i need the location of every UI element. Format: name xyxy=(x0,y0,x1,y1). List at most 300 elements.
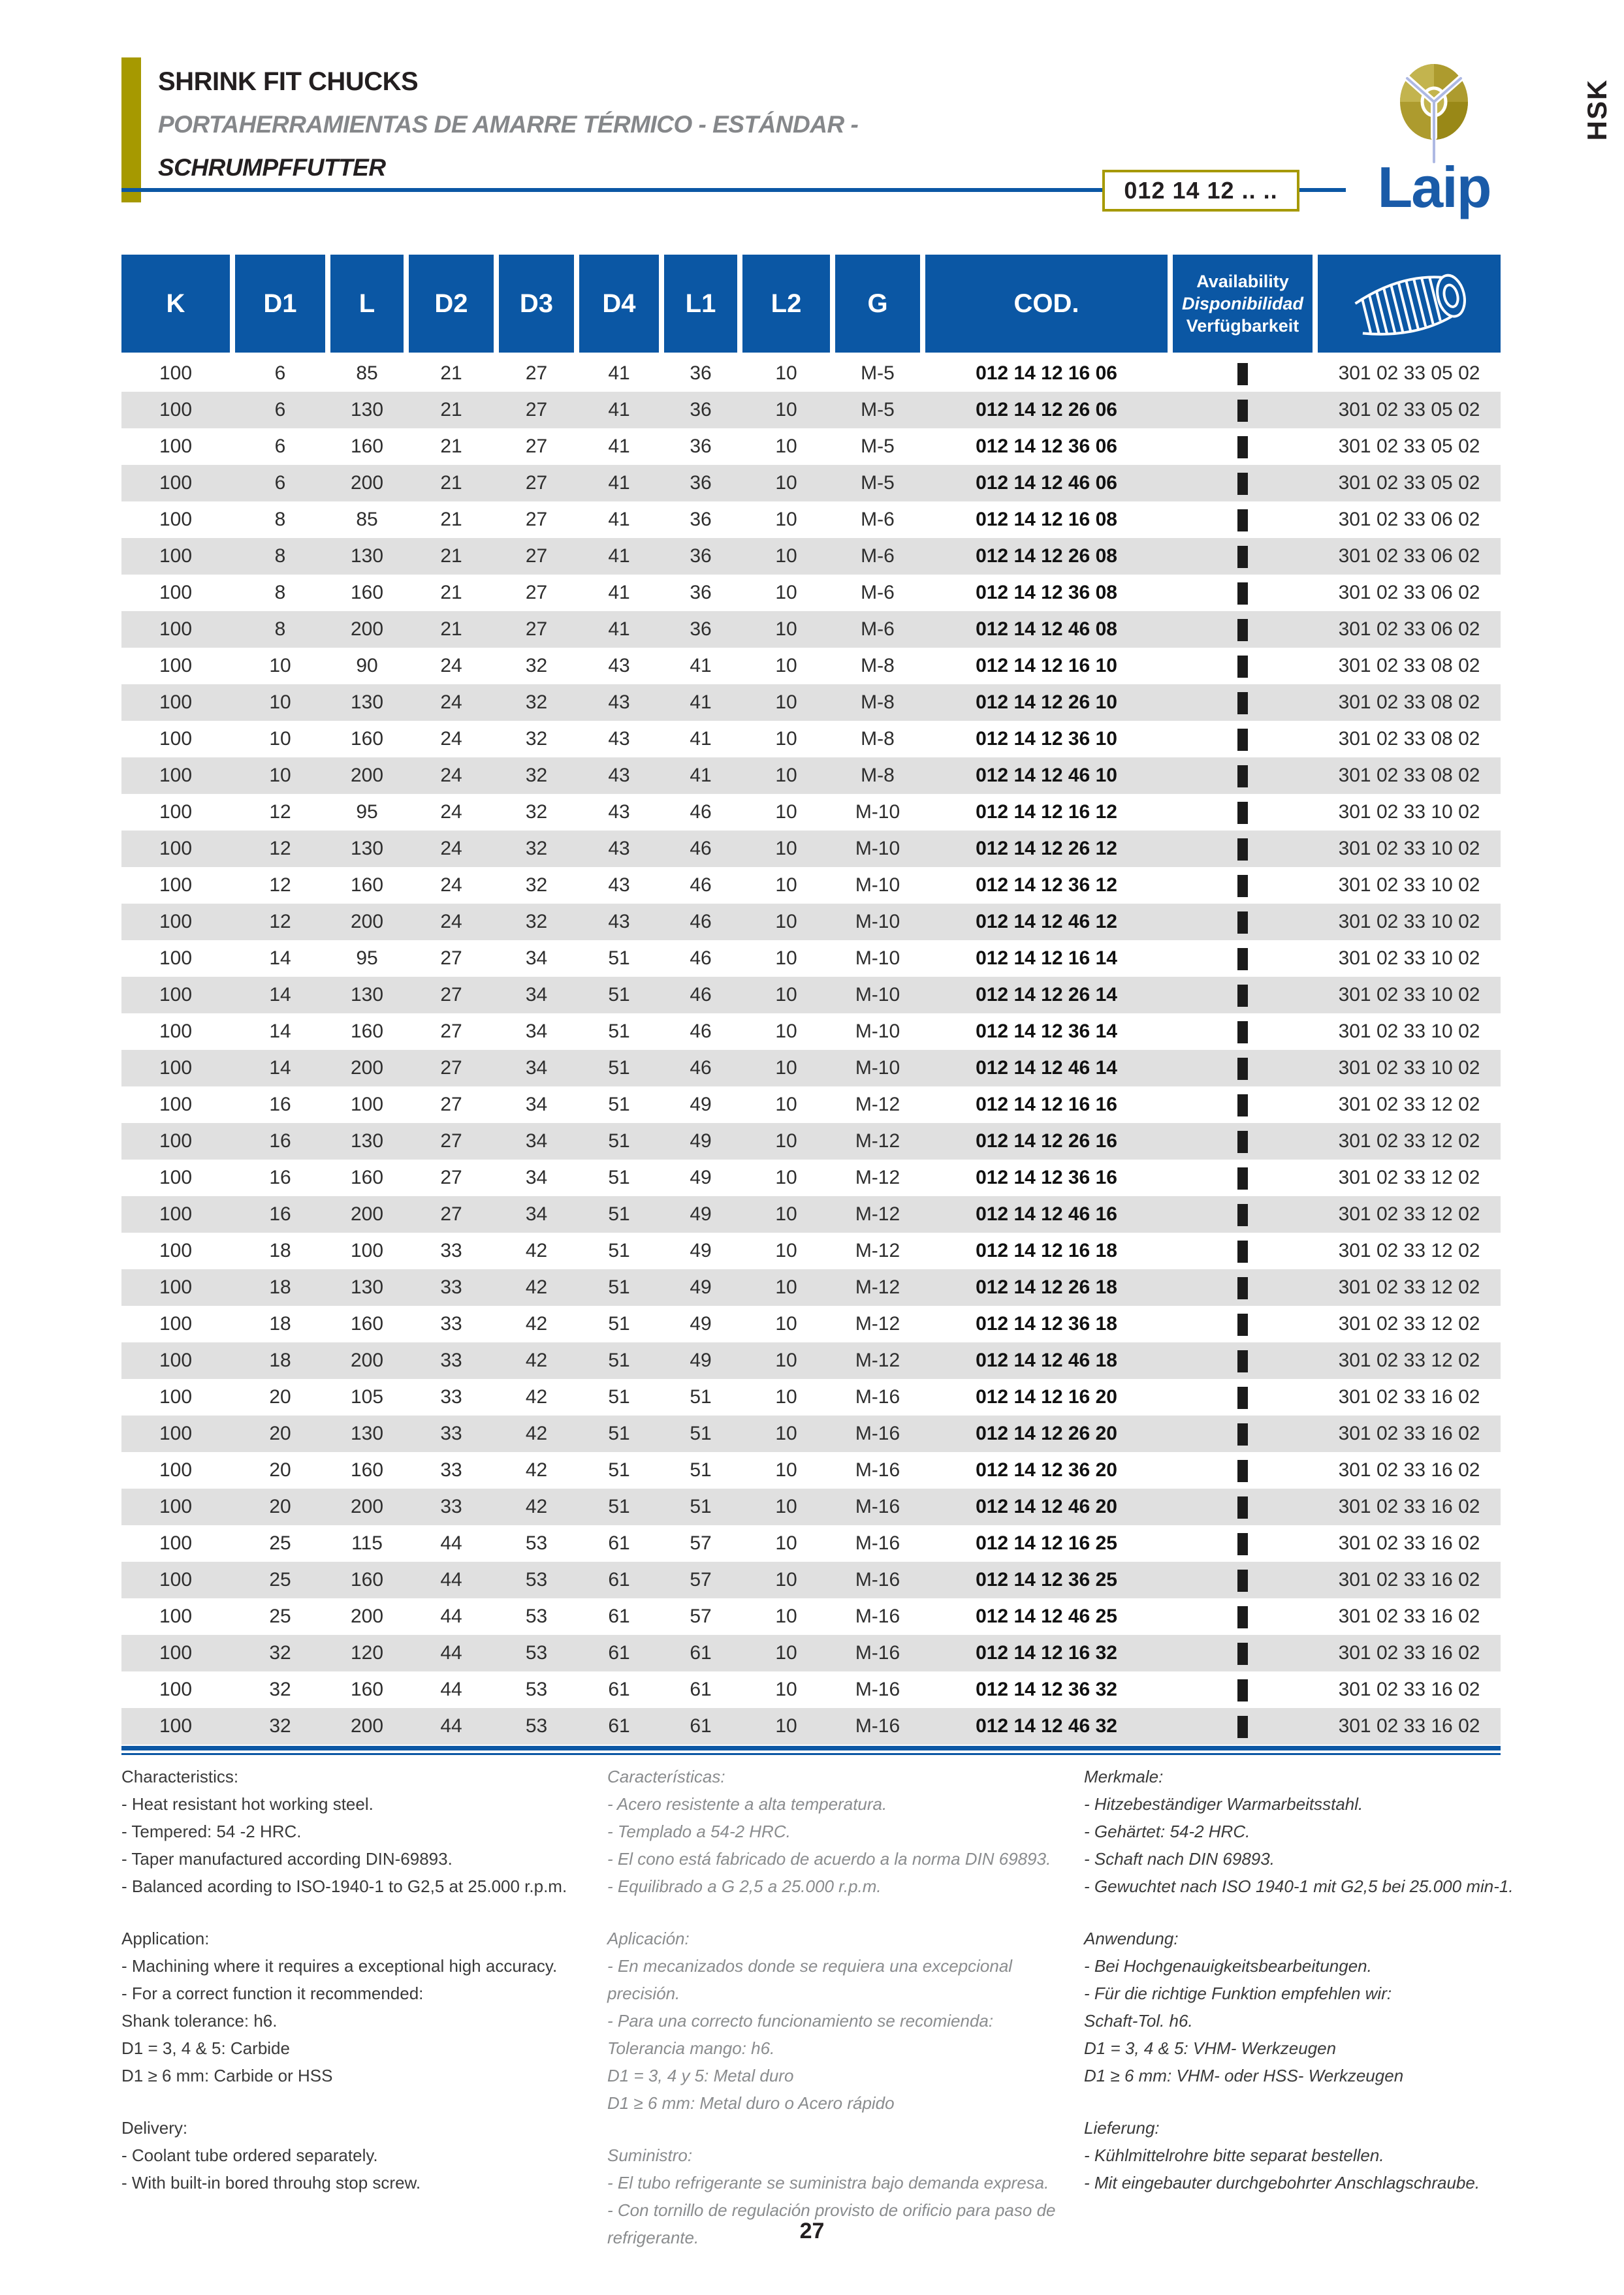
cell-k: 100 xyxy=(159,1276,193,1298)
notes-section-title: Características: xyxy=(607,1767,725,1786)
table-row xyxy=(121,1635,1501,1671)
cell-g: M-16 xyxy=(855,1569,900,1591)
table-row xyxy=(121,501,1501,538)
cell-d4: 41 xyxy=(608,399,630,420)
notes-section-title: Anwendung: xyxy=(1084,1929,1179,1948)
cell-l2: 10 xyxy=(775,947,797,969)
notes-line: - El cono está fabricado de acuerdo a la norma DIN 69893. xyxy=(607,1849,1051,1869)
notes-line: Schaft-Tol. h6. xyxy=(1084,2011,1193,2031)
cell-availability xyxy=(1173,1239,1313,1262)
cell-cod: 012 14 12 26 20 xyxy=(976,1423,1117,1444)
cell-cod: 012 14 12 46 12 xyxy=(976,911,1117,932)
cell-d2: 33 xyxy=(440,1386,462,1408)
cell-l: 85 xyxy=(356,362,378,384)
cell-d3: 34 xyxy=(525,1167,548,1188)
cell-l1: 46 xyxy=(690,947,712,969)
column-header-d4: D4 xyxy=(579,255,659,353)
cell-d3: 32 xyxy=(525,655,548,676)
table-header xyxy=(121,255,1501,353)
cell-l1: 61 xyxy=(690,1679,712,1700)
cell-availability xyxy=(1173,691,1313,714)
cell-l2: 10 xyxy=(775,655,797,676)
cell-d3: 34 xyxy=(525,1057,548,1079)
cell-d2: 27 xyxy=(440,984,462,1005)
cell-d2: 21 xyxy=(440,509,462,530)
table-row xyxy=(121,721,1501,757)
cell-l2: 10 xyxy=(775,362,797,384)
cell-d2: 21 xyxy=(440,435,462,457)
cell-l2: 10 xyxy=(775,582,797,603)
availability-marker-icon xyxy=(1237,1167,1248,1190)
cell-g: M-8 xyxy=(861,765,895,786)
availability-marker-icon xyxy=(1237,619,1248,641)
cell-l1: 61 xyxy=(690,1715,712,1737)
gold-accent-bar xyxy=(121,57,141,202)
cell-g: M-16 xyxy=(855,1423,900,1444)
cell-g: M-12 xyxy=(855,1313,900,1335)
cell-k: 100 xyxy=(159,1715,193,1737)
cell-d3: 53 xyxy=(525,1569,548,1591)
cell-k: 100 xyxy=(159,911,193,932)
cell-l: 100 xyxy=(350,1094,384,1115)
table-row xyxy=(121,1196,1501,1233)
cell-l1: 41 xyxy=(690,765,712,786)
cell-d2: 21 xyxy=(440,618,462,640)
cell-l1: 49 xyxy=(690,1094,712,1115)
cell-d1: 32 xyxy=(269,1715,291,1737)
notes-line: - Balanced acording to ISO-1940-1 to G2,5 at 25.000 r.p.m. xyxy=(121,1876,567,1896)
availability-marker-icon xyxy=(1237,1679,1248,1701)
cell-l: 200 xyxy=(350,1203,384,1225)
availability-marker-icon xyxy=(1237,692,1248,714)
cell-l1: 51 xyxy=(690,1459,712,1481)
cell-reference: 301 02 33 10 02 xyxy=(1338,874,1480,896)
cell-availability xyxy=(1173,508,1313,531)
cell-g: M-6 xyxy=(861,618,895,640)
table-row xyxy=(121,465,1501,501)
notes-line: - Taper manufactured according DIN-69893. xyxy=(121,1849,453,1869)
page-title: SHRINK FIT CHUCKS xyxy=(158,67,419,96)
cell-l: 160 xyxy=(350,582,384,603)
cell-l2: 10 xyxy=(775,911,797,932)
table-row xyxy=(121,1123,1501,1160)
cell-cod: 012 14 12 16 08 xyxy=(976,509,1117,530)
cell-availability xyxy=(1173,764,1313,787)
cell-availability xyxy=(1173,910,1313,933)
availability-marker-icon xyxy=(1237,1460,1248,1482)
notes-column-english xyxy=(121,1763,598,2221)
cell-d4: 41 xyxy=(608,618,630,640)
cell-l2: 10 xyxy=(775,1313,797,1335)
cell-d4: 43 xyxy=(608,728,630,750)
availability-header-line: Disponibilidad xyxy=(1182,294,1303,313)
cell-d4: 43 xyxy=(608,838,630,859)
column-header-d1: D1 xyxy=(235,255,325,353)
notes-line: - Für die richtige Funktion empfehlen wir: xyxy=(1084,1984,1392,2003)
page-title-spanish: PORTAHERRAMIENTAS DE AMARRE TÉRMICO - ESTÁNDAR - xyxy=(158,111,859,138)
cell-reference: 301 02 33 12 02 xyxy=(1338,1167,1480,1188)
column-header-k: K xyxy=(121,255,230,353)
cell-d4: 51 xyxy=(608,1350,630,1371)
cell-d3: 27 xyxy=(525,509,548,530)
cell-d1: 16 xyxy=(269,1203,291,1225)
cell-l1: 46 xyxy=(690,984,712,1005)
cell-d4: 51 xyxy=(608,1203,630,1225)
cell-d2: 27 xyxy=(440,1130,462,1152)
cell-d4: 51 xyxy=(608,947,630,969)
table-row xyxy=(121,1050,1501,1086)
table-row xyxy=(121,831,1501,867)
cell-k: 100 xyxy=(159,874,193,896)
cell-g: M-5 xyxy=(861,472,895,494)
cell-d4: 43 xyxy=(608,691,630,713)
availability-marker-icon xyxy=(1237,765,1248,787)
cell-d3: 27 xyxy=(525,545,548,567)
cell-l2: 10 xyxy=(775,1130,797,1152)
table-row xyxy=(121,538,1501,575)
cell-cod: 012 14 12 46 32 xyxy=(976,1715,1117,1737)
cell-k: 100 xyxy=(159,1532,193,1554)
cell-reference: 301 02 33 08 02 xyxy=(1338,765,1480,786)
column-header-d3: D3 xyxy=(499,255,574,353)
product-table xyxy=(121,255,1501,1755)
cell-cod: 012 14 12 16 25 xyxy=(976,1532,1117,1554)
cell-l1: 36 xyxy=(690,435,712,457)
cell-d2: 24 xyxy=(440,874,462,896)
cell-d3: 27 xyxy=(525,362,548,384)
cell-d3: 42 xyxy=(525,1350,548,1371)
cell-k: 100 xyxy=(159,801,193,823)
cell-d4: 61 xyxy=(608,1642,630,1664)
notes-line: D1 = 3, 4 y 5: Metal duro xyxy=(607,2066,794,2085)
cell-d3: 42 xyxy=(525,1423,548,1444)
cell-availability xyxy=(1173,874,1313,896)
cell-k: 100 xyxy=(159,1459,193,1481)
cell-d1: 20 xyxy=(269,1386,291,1408)
cell-d3: 32 xyxy=(525,911,548,932)
cell-g: M-12 xyxy=(855,1094,900,1115)
cell-availability xyxy=(1173,1276,1313,1299)
availability-marker-icon xyxy=(1237,1241,1248,1263)
cell-l: 115 xyxy=(351,1532,383,1554)
cell-d1: 32 xyxy=(269,1642,291,1664)
cell-availability xyxy=(1173,654,1313,677)
cell-k: 100 xyxy=(159,1203,193,1225)
cell-d1: 10 xyxy=(269,728,291,750)
cell-reference: 301 02 33 12 02 xyxy=(1338,1203,1480,1225)
cell-l1: 46 xyxy=(690,1057,712,1079)
table-row xyxy=(121,611,1501,648)
cell-cod: 012 14 12 26 06 xyxy=(976,399,1117,420)
notes-section-title: Suministro: xyxy=(607,2145,693,2165)
cell-d3: 53 xyxy=(525,1715,548,1737)
cell-reference: 301 02 33 12 02 xyxy=(1338,1350,1480,1371)
cell-d4: 51 xyxy=(608,1240,630,1261)
cell-g: M-16 xyxy=(855,1386,900,1408)
cell-cod: 012 14 12 46 16 xyxy=(976,1203,1117,1225)
cell-g: M-10 xyxy=(855,1057,900,1079)
notes-line: - Acero resistente a alta temperatura. xyxy=(607,1794,887,1814)
cell-reference: 301 02 33 08 02 xyxy=(1338,655,1480,676)
cell-d4: 51 xyxy=(608,1386,630,1408)
notes-line: - En mecanizados donde se requiera una excepcional precisión. xyxy=(607,1956,1013,2003)
notes-section-title: Aplicación: xyxy=(607,1929,690,1948)
cell-reference: 301 02 33 10 02 xyxy=(1338,911,1480,932)
cell-g: M-5 xyxy=(861,399,895,420)
cell-d2: 33 xyxy=(440,1496,462,1517)
cell-cod: 012 14 12 36 18 xyxy=(976,1313,1117,1335)
notes-line: - Kühlmittelrohre bitte separat bestellen. xyxy=(1084,2145,1384,2165)
cell-availability xyxy=(1173,1641,1313,1664)
availability-marker-icon xyxy=(1237,1021,1248,1043)
cell-d2: 33 xyxy=(440,1240,462,1261)
notes-section xyxy=(1084,1763,1561,1900)
cell-cod: 012 14 12 16 18 xyxy=(976,1240,1117,1261)
cell-d4: 41 xyxy=(608,472,630,494)
cell-d4: 61 xyxy=(608,1569,630,1591)
cell-d1: 12 xyxy=(269,838,291,859)
table-row xyxy=(121,648,1501,684)
table-row xyxy=(121,1708,1501,1745)
cell-d3: 32 xyxy=(525,874,548,896)
cell-d1: 14 xyxy=(269,1021,291,1042)
cell-d1: 14 xyxy=(269,984,291,1005)
cell-d2: 24 xyxy=(440,655,462,676)
cell-l2: 10 xyxy=(775,509,797,530)
cell-l: 200 xyxy=(350,618,384,640)
cell-g: M-16 xyxy=(855,1459,900,1481)
cell-d2: 27 xyxy=(440,1021,462,1042)
cell-cod: 012 14 12 26 18 xyxy=(976,1276,1117,1298)
cell-availability xyxy=(1173,1020,1313,1043)
cell-l1: 46 xyxy=(690,838,712,859)
cell-reference: 301 02 33 16 02 xyxy=(1338,1642,1480,1664)
cell-g: M-16 xyxy=(855,1606,900,1627)
cell-l2: 10 xyxy=(775,1423,797,1444)
availability-marker-icon xyxy=(1237,1058,1248,1080)
cell-l1: 51 xyxy=(690,1496,712,1517)
cell-l2: 10 xyxy=(775,1715,797,1737)
cell-g: M-6 xyxy=(861,509,895,530)
cell-g: M-10 xyxy=(855,838,900,859)
column-header-cod: COD. xyxy=(925,255,1168,353)
cell-d4: 51 xyxy=(608,1021,630,1042)
cell-g: M-12 xyxy=(855,1350,900,1371)
cell-d4: 43 xyxy=(608,911,630,932)
cell-d3: 32 xyxy=(525,691,548,713)
cell-l: 160 xyxy=(350,1459,384,1481)
cell-l: 90 xyxy=(356,655,378,676)
cell-cod: 012 14 12 36 08 xyxy=(976,582,1117,603)
cell-d2: 44 xyxy=(440,1532,462,1554)
notes-line: D1 = 3, 4 & 5: VHM- Werkzeugen xyxy=(1084,2038,1337,2058)
cell-d2: 44 xyxy=(440,1715,462,1737)
cell-l1: 49 xyxy=(690,1276,712,1298)
cell-g: M-16 xyxy=(855,1715,900,1737)
cell-k: 100 xyxy=(159,1057,193,1079)
table-row xyxy=(121,1598,1501,1635)
notes-section xyxy=(607,1763,1084,1900)
cell-l2: 10 xyxy=(775,1496,797,1517)
cell-l: 130 xyxy=(350,838,384,859)
cell-l: 130 xyxy=(350,545,384,567)
cell-d1: 16 xyxy=(269,1094,291,1115)
notes-section xyxy=(121,2114,598,2196)
cell-l1: 46 xyxy=(690,801,712,823)
cell-g: M-16 xyxy=(855,1496,900,1517)
availability-marker-icon xyxy=(1237,1204,1248,1226)
table-row xyxy=(121,1562,1501,1598)
cell-reference: 301 02 33 10 02 xyxy=(1338,838,1480,859)
cell-d1: 10 xyxy=(269,691,291,713)
cell-d4: 43 xyxy=(608,655,630,676)
cell-d1: 8 xyxy=(274,582,286,603)
availability-marker-icon xyxy=(1237,1496,1248,1519)
cell-d1: 25 xyxy=(269,1569,291,1591)
cell-cod: 012 14 12 16 14 xyxy=(976,947,1117,969)
cell-d3: 34 xyxy=(525,1021,548,1042)
cell-d1: 18 xyxy=(269,1313,291,1335)
table-row xyxy=(121,1379,1501,1416)
cell-l1: 36 xyxy=(690,362,712,384)
cell-availability xyxy=(1173,727,1313,750)
cell-g: M-10 xyxy=(855,1021,900,1042)
cell-k: 100 xyxy=(159,1167,193,1188)
cell-reference: 301 02 33 10 02 xyxy=(1338,1021,1480,1042)
cell-d3: 32 xyxy=(525,765,548,786)
cell-cod: 012 14 12 16 16 xyxy=(976,1094,1117,1115)
cell-cod: 012 14 12 36 12 xyxy=(976,874,1117,896)
cell-g: M-16 xyxy=(855,1679,900,1700)
cell-cod: 012 14 12 36 10 xyxy=(976,728,1117,750)
column-header-l: L xyxy=(330,255,404,353)
notes-column-german xyxy=(1084,1763,1561,2221)
cell-d3: 53 xyxy=(525,1642,548,1664)
cell-d2: 44 xyxy=(440,1642,462,1664)
cell-d1: 12 xyxy=(269,874,291,896)
availability-marker-icon xyxy=(1237,363,1248,385)
cell-k: 100 xyxy=(159,472,193,494)
cell-l1: 46 xyxy=(690,1021,712,1042)
cell-k: 100 xyxy=(159,1569,193,1591)
cell-l: 95 xyxy=(356,947,378,969)
cell-l: 200 xyxy=(350,1606,384,1627)
table-row xyxy=(121,1342,1501,1379)
cell-k: 100 xyxy=(159,728,193,750)
notes-section-title: Delivery: xyxy=(121,2118,188,2138)
availability-marker-icon xyxy=(1237,546,1248,568)
notes-line: - Templado a 54-2 HRC. xyxy=(607,1822,791,1841)
cell-l1: 51 xyxy=(690,1423,712,1444)
cell-l2: 10 xyxy=(775,874,797,896)
cell-d4: 51 xyxy=(608,1094,630,1115)
availability-marker-icon xyxy=(1237,473,1248,495)
cell-d1: 8 xyxy=(274,618,286,640)
cell-l2: 10 xyxy=(775,472,797,494)
brand-wordmark: Laip xyxy=(1377,155,1491,219)
cell-l2: 10 xyxy=(775,1094,797,1115)
cell-k: 100 xyxy=(159,509,193,530)
cell-l: 160 xyxy=(350,728,384,750)
cell-cod: 012 14 12 46 14 xyxy=(976,1057,1117,1079)
cell-d4: 41 xyxy=(608,435,630,457)
cell-l2: 10 xyxy=(775,1569,797,1591)
cell-d2: 24 xyxy=(440,838,462,859)
cell-cod: 012 14 12 16 10 xyxy=(976,655,1117,676)
cell-d4: 43 xyxy=(608,801,630,823)
cell-d4: 61 xyxy=(608,1532,630,1554)
cell-l1: 36 xyxy=(690,472,712,494)
page-number: 27 xyxy=(799,2219,825,2243)
cell-d4: 51 xyxy=(608,1130,630,1152)
cell-d1: 8 xyxy=(274,545,286,567)
cell-d1: 18 xyxy=(269,1350,291,1371)
cell-availability xyxy=(1173,837,1313,860)
cell-reference: 301 02 33 06 02 xyxy=(1338,545,1480,567)
cell-cod: 012 14 12 26 08 xyxy=(976,545,1117,567)
cell-d2: 33 xyxy=(440,1350,462,1371)
table-row xyxy=(121,1416,1501,1452)
cell-d1: 25 xyxy=(269,1532,291,1554)
notes-line: - Gehärtet: 54-2 HRC. xyxy=(1084,1822,1250,1841)
cell-k: 100 xyxy=(159,1240,193,1261)
availability-marker-icon xyxy=(1237,1350,1248,1372)
table-row xyxy=(121,1233,1501,1269)
table-row xyxy=(121,940,1501,977)
cell-availability xyxy=(1173,1678,1313,1701)
cell-d2: 27 xyxy=(440,1203,462,1225)
cell-reference: 301 02 33 05 02 xyxy=(1338,435,1480,457)
notes-line: - Tempered: 54 -2 HRC. xyxy=(121,1822,302,1841)
cell-d3: 32 xyxy=(525,728,548,750)
cell-l2: 10 xyxy=(775,691,797,713)
cell-l2: 10 xyxy=(775,1203,797,1225)
cell-availability xyxy=(1173,1422,1313,1445)
notes-line: D1 ≥ 6 mm: VHM- oder HSS- Werkzeugen xyxy=(1084,2066,1404,2085)
table-row xyxy=(121,1489,1501,1525)
cell-l2: 10 xyxy=(775,399,797,420)
cell-d4: 51 xyxy=(608,1459,630,1481)
cell-d3: 27 xyxy=(525,618,548,640)
table-row xyxy=(121,355,1501,392)
cell-availability xyxy=(1173,1605,1313,1628)
cell-d3: 34 xyxy=(525,1094,548,1115)
availability-marker-icon xyxy=(1237,1387,1248,1409)
notes-line: - Schaft nach DIN 69893. xyxy=(1084,1849,1275,1869)
cell-d3: 27 xyxy=(525,472,548,494)
table-row xyxy=(121,1452,1501,1489)
cell-l: 160 xyxy=(350,1021,384,1042)
cell-d1: 6 xyxy=(274,435,286,457)
cell-cod: 012 14 12 46 18 xyxy=(976,1350,1117,1371)
notes-section-title: Characteristics: xyxy=(121,1767,239,1786)
cell-d1: 6 xyxy=(274,472,286,494)
cell-l2: 10 xyxy=(775,1606,797,1627)
cell-d3: 42 xyxy=(525,1496,548,1517)
availability-marker-icon xyxy=(1237,1606,1248,1628)
cell-d1: 12 xyxy=(269,911,291,932)
notes-line: - Para una correcto funcionamiento se recomienda: xyxy=(607,2011,994,2031)
cell-d4: 41 xyxy=(608,582,630,603)
cell-l2: 10 xyxy=(775,838,797,859)
cell-l: 85 xyxy=(356,509,378,530)
cell-d2: 21 xyxy=(440,472,462,494)
availability-marker-icon xyxy=(1237,509,1248,531)
availability-marker-icon xyxy=(1237,1716,1248,1738)
cell-reference: 301 02 33 08 02 xyxy=(1338,728,1480,750)
notes-line: Shank tolerance: h6. xyxy=(121,2011,278,2031)
cell-d2: 24 xyxy=(440,801,462,823)
